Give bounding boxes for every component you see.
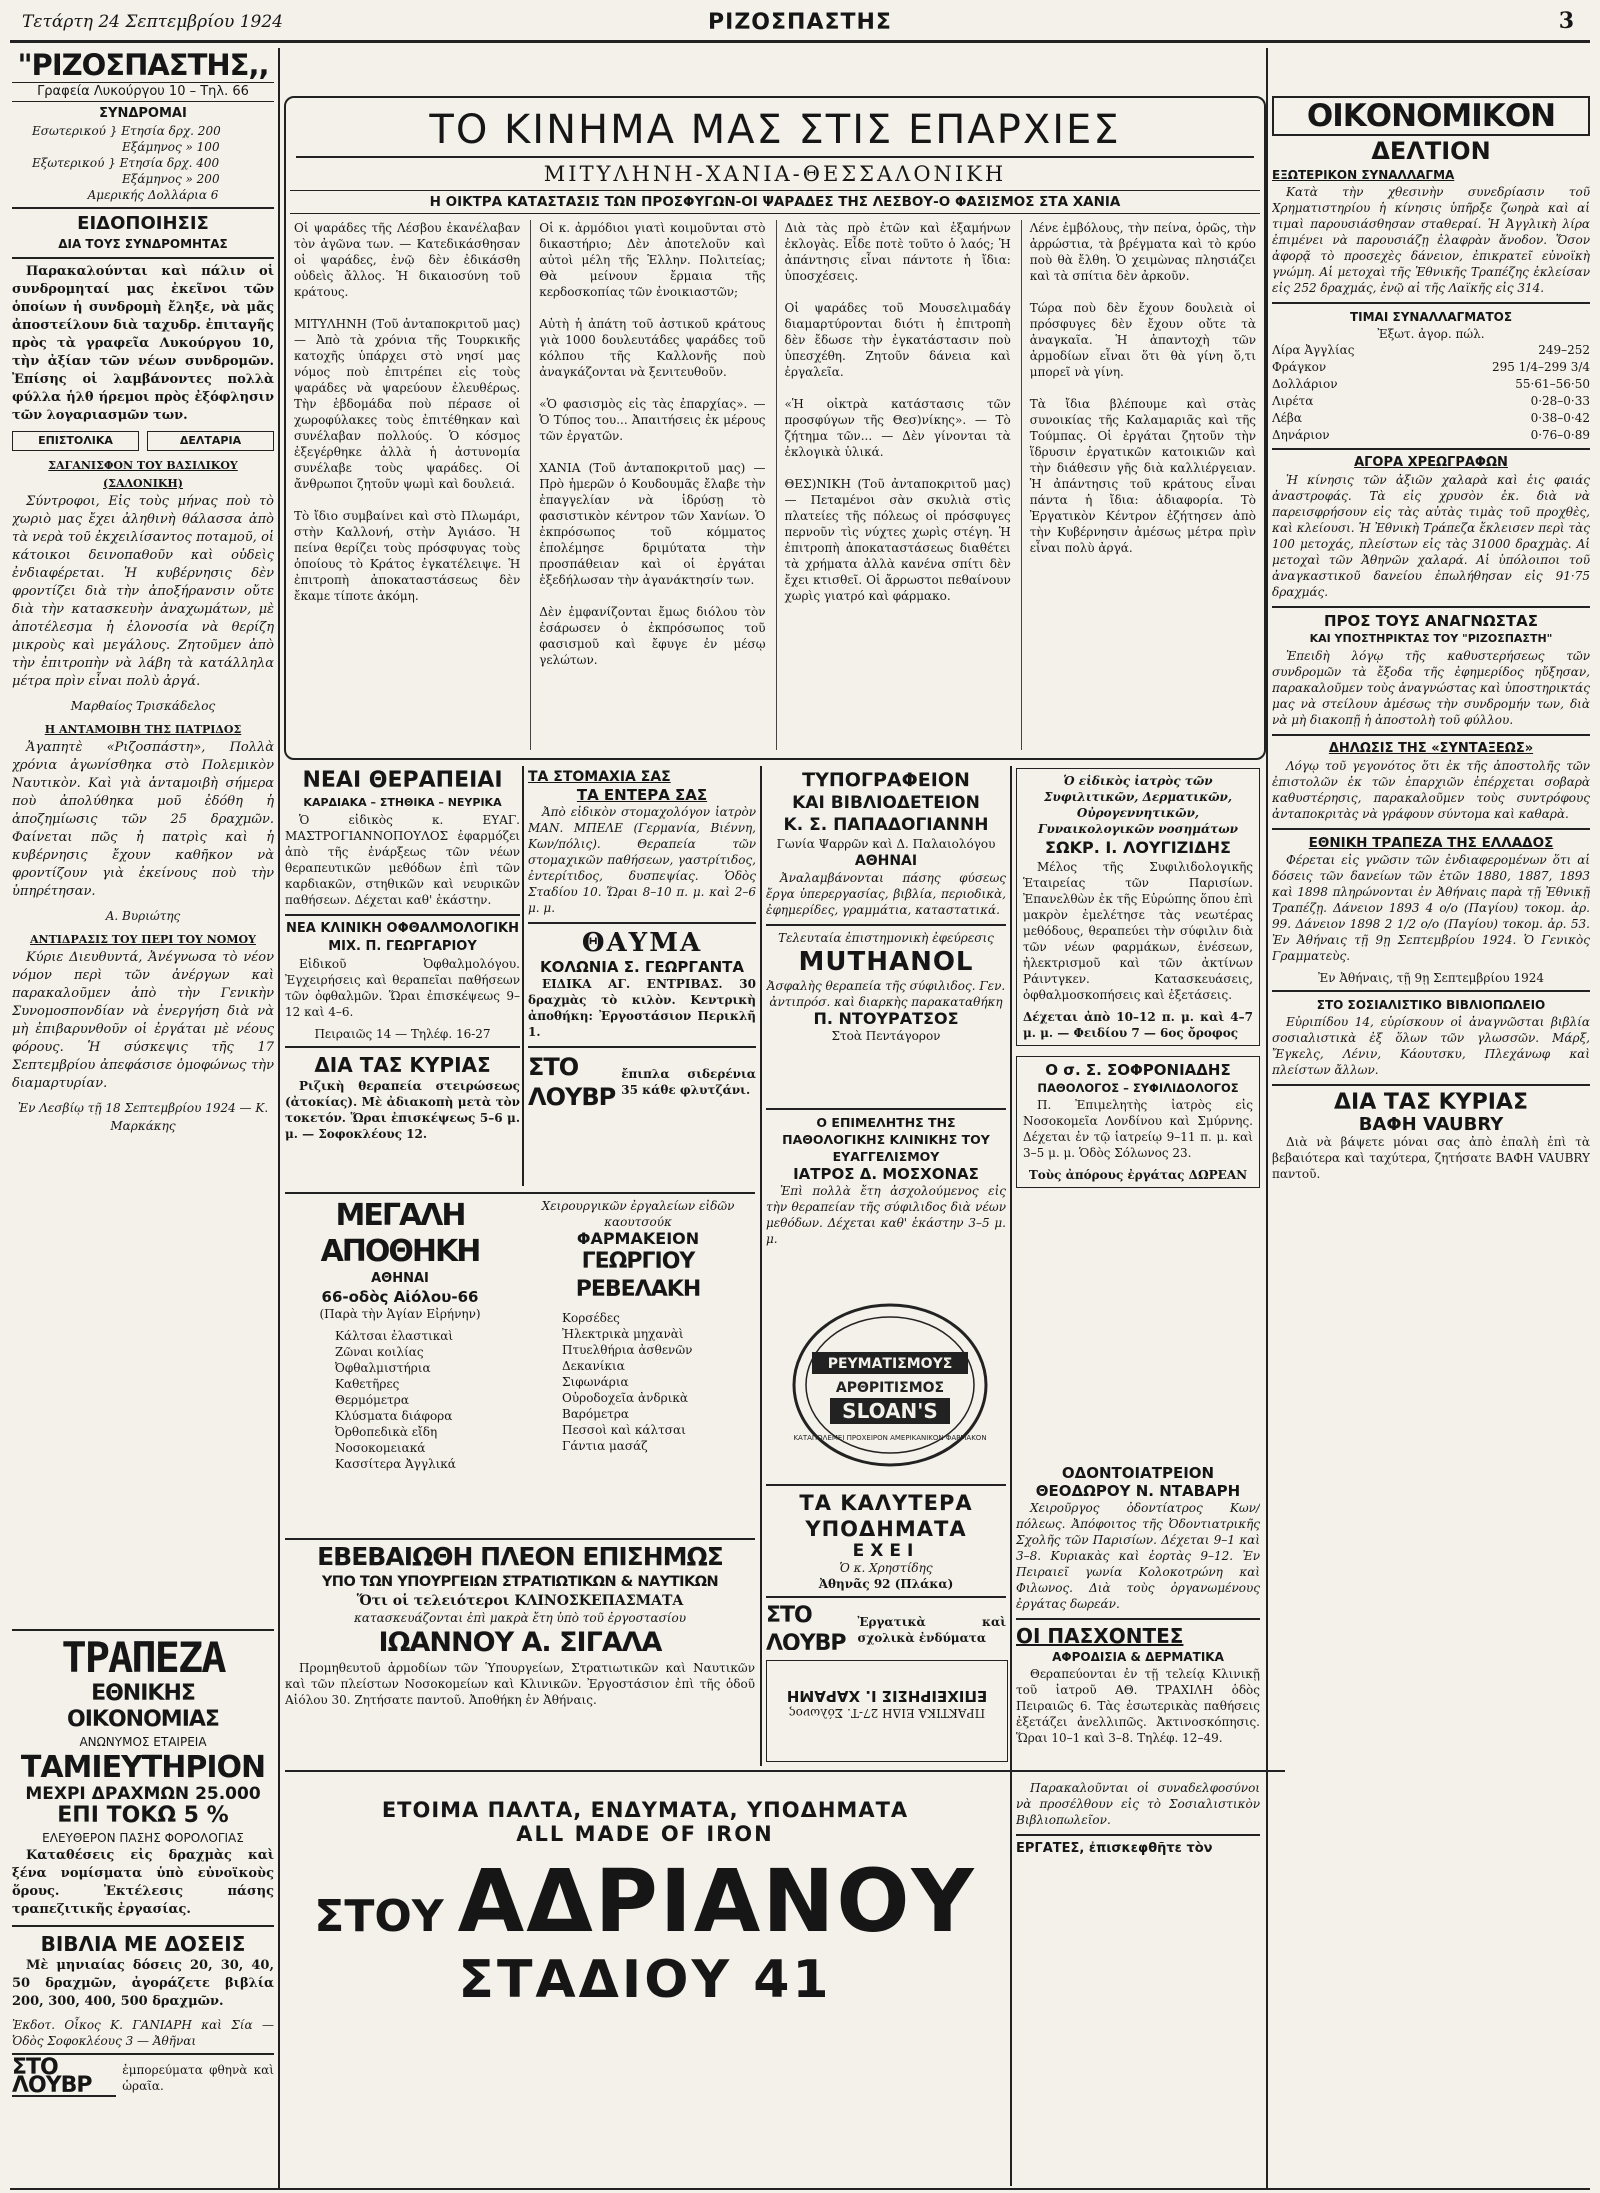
muthanol-rep: Π. ΝΤΟΥΡΑΤΣΟΣ <box>813 1009 959 1028</box>
banner-line-2: ALL MADE OF IRON <box>516 1822 774 1846</box>
confirmed-subtitle-2: Ὅτι οἱ τελειότεροι ΚΛΙΝΟΣΚΕΠΑΣΜΑΤΑ <box>356 1593 684 1609</box>
story-column: Οἱ κ. ἀρμόδιοι γιατὶ κοιμοῦνται στὸ δικαστήριο; Δὲν ἀποτελοῦν καὶ αὐτοὶ μέλη τῆς Ἑλλην. Πολιτείας; Θὰ μείνουν ἔρμαια τῆς κερδοσκοπίας τῶν ἐνοικιαστῶν; Αὐτὴ ἡ ἀπάτη τοῦ ἀστικοῦ κράτους γιὰ 1000 δουλευτάδες ψαράδες τοῦ κόλπου τῆς Καλλονῆς ποὺ ἀναγκάζονται νὰ ξενιτευθοῦν. «Ὁ φασισμὸς εἰς τὰς ἐπαρχίας». — Ὁ Τύπος του... Ἀπαιτήσεις ἐκ μέρους τῶν ἐργατῶν. ΧΑΝΙΑ (Τοῦ ἀνταποκριτοῦ μας) — Πρὸ ἡμερῶν ὁ Κουδουμᾶς ἔλαβε τὴν ἐπαγγελίαν νὰ ἱδρύσῃ τὸ φασιστικὸν κέντρον τῶν Χανίων. Ὁ ἐκπρόσωπος τοῦ κόμματος ἐπολέμησε δριμύτατα τὴν προσπάθειαν καὶ οἱ ἐργάται ἐξεδήλωσαν τὴν ἀγανάκτησίν των. Δὲν ἐμφανίζονται ἔμως διόλου τὸν ἐσάρωσεν ὁ ἐκπρόσωπος τοῦ φασισμοῦ καὶ ἔφυγε ἐν μέσῳ γελώτων. <box>530 220 765 750</box>
store-city: ΑΘΗΝΑΙ <box>371 1271 429 1286</box>
letter3-text: Κύριε Διευθυντά, Ἀνέγνωσα τὸ νέον νόμον περὶ τῶν ἀνέργων καὶ παρακαλοῦμεν ἀπὸ τὴν Γενικὴν Συνομοσπονδίαν νὰ ἐνεργήση διὰ νὰ μὴ ἐπιβαρυνθοῦν οἱ ἐργάται μὲ νέους φόρους. Ἡ σύσκεψις τῆς 17 Σεπτεμβρίου ἀπεφάσισε ὁμοφώνως τὴν διαμαρτυρίαν. <box>12 950 274 1091</box>
confirmed-title: ΕΒΕΒΑΙΩΘΗ ΠΛΕΟΝ ΕΠΙΣΗΜΩΣ <box>317 1542 723 1571</box>
louvre-text: ἔπιπλα σιδερένια 35 κάθε φλυτζάνι. <box>621 1067 756 1097</box>
ad-therapies <box>285 768 520 1188</box>
rate-currency: Λίρα Ἀγγλίας <box>1272 343 1355 357</box>
economy-column <box>1272 96 1590 2186</box>
ophth-address: Πειραιῶς 14 — Τηλέφ. 16-27 <box>314 1027 491 1041</box>
books-title: ΒΙΒΛΙΑ ΜΕ ΔΟΣΕΙΣ <box>40 1932 246 1956</box>
list-item: Σιφωνάρια <box>562 1375 629 1389</box>
market-title: ΑΓΟΡΑ ΧΡΕΩΓΡΑΦΩΝ <box>1354 455 1508 470</box>
story-column: Οἱ ψαράδες τῆς Λέσβου ἐκανέλαβαν τὸν ἀγῶνα των. — Κατεδικάσθησαν οἱ ψαράδες, ἐνῷ δὲν ἐδικάσθη οὐδεὶς ἄλλος. Ἡ δικαιοσύνη τοῦ κράτους. ΜΙΤΥΛΗΝΗ (Τοῦ ἀνταποκριτοῦ μας) — Ἀπὸ τὰ χρόνια τῆς Τουρκικῆς κατοχῆς ὑπάρχει στὸ νησί μας νόμος ποὺ ἐπιτρέπει εἰς τοὺς ψαράδες νὰ ψαρεύουν ἐλευθέρως. Τὴν ἑβδομάδα ποὺ πέρασε οἱ χωροφύλακες τοὺς ἐπιτέθηκαν καὶ συνέλαβαν πολλούς. Ὁ κόσμος ἐξεγέρθηκε ἀλλὰ ἡ ἀστυνομία συνέλαβε τοὺς ψαράδες. Οἱ ἄνθρωποι ζητοῦν ψωμὶ καὶ δουλειά. Τὸ ἴδιο συμβαίνει καὶ στὸ Πλωμάρι, στὴν Καλλονή, στὴν Ἀγιάσο. Ἡ πείνα θερίζει τοὺς πρόσφυγας τοὺς ὁποίους τὸ Κράτος ἐγκατέλειψε. Ἡ ἐπιτροπὴ ἀποκαταστάσεως δὲν ἔκαμε τίποτε ἀκόμη. <box>294 221 521 603</box>
rate-row <box>1272 376 1590 393</box>
rate-row <box>1272 427 1590 444</box>
list-item: Νοσοκομειακά <box>335 1441 426 1455</box>
banner-line-1: ΕΤΟΙΜΑ ΠΑΛΤΑ, ΕΝΔΥΜΑΤΑ, ΥΠΟΔΗΜΑΤΑ <box>381 1798 909 1822</box>
store-address: 66-οδὸς Αἰόλου-66 <box>321 1288 479 1306</box>
letter3-signature: Ἐν Λεσβίῳ τῇ 18 Σεπτεμβρίου 1924 — Κ. Μαρκάκης <box>17 1101 269 1133</box>
pharmacy-items <box>522 1310 754 1454</box>
pharmacy-subtitle: Χειρουργικῶν ἐργαλείων εἰδῶν καουτσούκ <box>541 1199 735 1229</box>
patients-title: ΟΙ ΠΑΣΧΟΝΤΕΣ <box>1016 1624 1184 1648</box>
printing-text: Ἀναλαμβάνονται πάσης φύσεως ἔργα ὑπερεργασίας, βιβλία, περιοδικὰ, ἐφημερίδες, γραμμάτια, καταστατικά. <box>766 871 1006 917</box>
rheum-text: ΚΑΤΑΠΟΛΕΜΕΙ ΠΡΟΧΕΙΡΟΝ ΑΜΕΡΙΚΑΝΙΚΟΝ ΦΑΡΜΑΚΟΝ <box>793 1434 987 1442</box>
declaration-text: Λόγῳ τοῦ γεγονότος ὅτι ἐκ τῆς ἀποστολῆς τῶν ἐπιστολῶν ἐκ τῶν ἐπαρχιῶν ἐπέρχεται σοβαρὰ καθυστέρησις, παρακαλοῦμεν τοὺς συντρόφους ἀνταποκριτὰς νὰ γράφουν σύντομα καὶ καθαρὰ. <box>1272 759 1590 821</box>
page-number: 3 <box>1558 8 1574 34</box>
ad-shoes <box>766 1480 1006 1650</box>
banner-sto: ΣΤΟΥ <box>314 1891 444 1942</box>
muthanol-text: Ἀσφαλὴς θεραπεία τῆς σύφιλιδος. Γεν. ἀντιπρόσ. καὶ διαρκὴς παρακαταθήκη <box>766 979 1006 1009</box>
books-text: Μὲ μηνιαίας δόσεις 20, 30, 40, 50 δραχμῶν, ἀγοράζετε βιβλία 200, 300, 400, 500 δραχμῶν. <box>12 1958 274 2009</box>
louvre2-text: Ἐργατικὰ καὶ σχολικὰ ἐνδύματα <box>857 1615 1006 1645</box>
workers-line: ΕΡΓΑΤΕΣ, ἐπισκεφθῆτε τὸν <box>1016 1841 1213 1856</box>
therapies-subtitle: ΚΑΡΔΙΑΚΑ – ΣΤΗΘΙΚΑ – ΝΕΥΡΙΚΑ <box>303 796 502 809</box>
printing-subtitle: ΚΑΙ ΒΙΒΛΙΟΔΕΤΕΙΟΝ <box>792 793 980 813</box>
subscription-rate: Εξάμηνος » 100 <box>122 140 220 154</box>
rate-value: 55·61–56·50 <box>1515 377 1590 391</box>
printing-address: Γωνία Ψαρρῶν καὶ Δ. Παλαιολόγου <box>776 837 996 851</box>
natbank-text: Φέρεται εἰς γνῶσιν τῶν ἐνδιαφερομένων ὅτι αἱ δόσεις τῶν δανείων τῶν ἐτῶν 1880, 1887, 1893 καὶ 1898 πληρώνονται ἐν Ἀθήναις παρὰ τῇ Ἐθνικῇ Τραπέζῃ. Δάνειον 1893 4 ο/ο (Παγίου) τοκομ. ἀρ. 99. Δάνειον 1898 2 1/2 ο/ο (Παγίου) τοκομ. ἀρ. 53. Ἐν Ἀθήναις τῇ 9ῃ Σεπτεμβρίου 1924. Ὁ Γενικὸς Γραμματεὺς. <box>1272 853 1590 963</box>
economy-text: Κατὰ τὴν χθεσινὴν συνεδρίασιν τοῦ Χρηματιστηρίου ἡ κίνησις ὑπῆρξε ζωηρὰ καὶ αἱ τιμαὶ παρουσιάσθησαν σταθεραί. Ἡ Ἀγγλικὴ λίρα ἐπιμένει νὰ παρουσιάζῃ ἐλαφρὰν ἄνοδον. Ὅσον ἀφορᾷ τὸ προσεχὲς δάνειον, ἐπικρατεῖ εὐνοϊκὴ γνώμη. Αἱ μετοχαὶ τῆς Ἐθνικῆς Τραπέζης ἐκλείσαν εἰς 252 δραχμάς, ἐνῷ αἱ τῆς Λαϊκῆς εἰς 314. <box>1272 185 1590 295</box>
list-item: Οὐροδοχεῖα ἀνδρικὰ <box>562 1391 688 1405</box>
list-item: Βαρόμετρα <box>562 1407 630 1421</box>
ophth-text: Εἰδικοῦ Ὀφθαλμολόγου. Ἐγχειρήσεις καὶ θεραπεῖαι παθήσεων τῶν ὀφθαλμῶν. Ὥραι ἐπισκέψεως 9–12 καὶ 4–6. <box>285 957 520 1019</box>
list-item: Πεσσοὶ καὶ κάλτσαι <box>562 1423 686 1437</box>
therapies-text: Ὁ εἰδικὸς κ. ΕΥΑΓ. ΜΑΣΤΡΟΓΙΑΝΝΟΠΟΥΛΟΣ ἐφαρμόζει ἀπὸ τῆς ἐνάρξεως τῶν νέων θεραπευτικῶν μεθόδων ἐπὶ τῶν καρδιακῶν, στηθικῶν καὶ νευρικῶν παθήσεων. Δέχεται καθ' ἑκάστην. <box>285 813 520 907</box>
confirmed-text: κατασκευάζονται ἐπὶ μακρὰ ἔτη ὑπὸ τοῦ ἐργοστασίου <box>353 1611 686 1625</box>
market-text: Ἡ κίνησις τῶν ἀξιῶν χαλαρὰ καὶ ἐις φαιάς ἀναστροφάς. Τὰ εἰς χρυσὸν ἐκ. διὰ νὰ παρεισφρήσουν εἰς τὰς αὐτὰς τιμὰς τοῦ προχθὲς, καὶ κλείουσι. Ἡ Ἐθνικὴ Τράπεζα ἔκλεισεν περὶ τὰς 100 μετοχάς, πλείστων εἰς τὰς 31000 δραχμὰς. Αἱ μετοχαὶ τῶν Ἀθηνῶν χαλαρά. Αἱ ὑπόλοιποι τοῦ ἀναγκαστικοῦ δανείου ἐπωλήθησαν εἰς 91·75 δραχμάς. <box>1272 473 1590 599</box>
subscriptions-title: ΣΥΝΔΡΟΜΑΙ <box>99 106 187 121</box>
ad-sofroniadis <box>1016 1056 1260 1188</box>
letter1-signature: Μαρθαίος Τρισκάδελος <box>70 699 216 713</box>
paper-name: ΡΙΖΟΣΠΑΣΤΗΣ <box>708 10 892 35</box>
letter1-title: ΣΑΓΑΝΙΣΦΟΝ ΤΟΥ ΒΑΣΙΛΙΚΟΥ (ΣΑΛΟΝΙΚΗ) <box>48 459 238 490</box>
pathology-text: Ἐπὶ πολλὰ ἔτη ἀσχολούμενος εἰς τὴν θεραπείαν τῆς σύφιλιδος διὰ νέων μεθόδων. Δέχεται καθ' ἑκάστην 3–5 μ. μ. <box>766 1184 1006 1246</box>
louvre-text: ἐμπορεύματα φθηνὰ καὶ ὡραῖα. <box>122 2063 274 2093</box>
rate-currency: Δολλάριον <box>1272 377 1338 391</box>
list-item: Κάλτσαι ἐλαστικαὶ <box>335 1329 454 1343</box>
rate-currency: Λιρέτα <box>1272 394 1314 408</box>
adrianou-banner <box>285 1776 1005 2176</box>
ad-stomach <box>528 768 756 1188</box>
ad-printing <box>766 768 1006 1098</box>
rate-row <box>1272 342 1590 359</box>
dentist-column <box>1016 1464 1260 1764</box>
ad-sigala <box>285 1542 755 1767</box>
natbank-signature: Ἐν Ἀθήναις, τῇ 9ῃ Σεπτεμβρίου 1924 <box>1318 971 1544 985</box>
ladies2-title: ΔΙΑ ΤΑΣ ΚΥΡΙΑΣ <box>1334 1090 1528 1115</box>
bookshop-title: ΣΤΟ ΣΟΣΙΑΛΙΣΤΙΚΟ ΒΙΒΛΙΟΠΩΛΕΙΟ <box>1316 998 1546 1012</box>
dentist-title: ΟΔΟΝΤΟΙΑΤΡΕΙΟΝ <box>1061 1464 1215 1482</box>
specialists-line: Ὁ εἰδικὸς ἰατρὸς τῶν Συφιλιτικῶν, Δερματικῶν, Οὐρογεννητικῶν, Γυναικολογικῶν νοσημάτων <box>1037 774 1239 836</box>
notice-text: Παρακαλούνται καὶ πάλιν οἱ συνδρομηταί μας ἐκεῖνοι τῶν ὁποίων ἡ συνδρομὴ ἔληξε, νὰ μᾶς ἀποστείλουν διὰ ταχυδρ. ἐπιταγῆς πρὸς τὰ γραφεῖα Λυκούργου 10, τὴν ἀξίαν τῶν νέων συνδρομῶν. Ἐπίσης οἱ λαμβάνοντες πολλὰ φύλλα ἡλθ ήρεμοι πρὸς ἐξόφλησιν τῶν λογαριασμῶν των. <box>12 264 274 423</box>
muthanol-title: MUTHANOL <box>798 947 974 977</box>
store-title: ΜΕΓΑΛΗ ΑΠΟΘΗΚΗ <box>320 1198 480 1269</box>
masthead: "ΡΙΖΟΣΠΑΣΤΗΣ,, <box>17 48 269 82</box>
louvre2-title: ΣΤΟ ΛΟΥΒΡ <box>766 1603 846 1650</box>
ladies2-subtitle: ΒΑΦΗ VAUBRY <box>1358 1114 1504 1135</box>
cologne-text: ΕΙΔΙΚΑ ΑΓ. ΕΝΤΡΙΒΑΣ. 30 δραχμὰς τὸ κιλὸν. Κεντρικὴ ἀποθήκη: Ἐργοστάσιον Περικλῆ 1. <box>528 977 756 1039</box>
shoes-title: ΤΑ ΚΑΛΥΤΕΡΑ ΥΠΟΔΗΜΑΤΑ <box>799 1491 973 1541</box>
muthanol-address: Στοὰ Πεντάγορον <box>831 1029 941 1043</box>
letter2-title: Η ΑΝΤΑΜΟΙΒΗ ΤΗΣ ΠΑΤΡΙΔΟΣ <box>44 723 242 736</box>
books-address: Ἐκδοτ. Οἶκος Κ. ΓΑΝΙΑΡΗ καὶ Σία — Ὁδὸς Σοφοκλέους 3 — Ἀθῆναι <box>12 2018 274 2048</box>
letter2-signature: Α. Βυριώτης <box>105 909 181 923</box>
story-headline: ΤΟ ΚΙΝΗΜΑ ΜΑΣ ΣΤΙΣ ΕΠΑΡΧΙΕΣ <box>296 104 1254 158</box>
readers-title: ΠΡΟΣ ΤΟΥΣ ΑΝΑΓΝΩΣΤΑΣ <box>1323 612 1539 630</box>
haramis-subtitle: ΠΡΑΚΤΙΚΑ ΕΙΔΗ 27-Τ. Σόλωνος <box>788 1706 986 1720</box>
printing-title: ΤΥΠΟΓΡΑΦΕΙΟΝ <box>802 769 970 791</box>
subscription-note: Αμερικής Δολλάρια 6 <box>87 188 219 202</box>
rate-currency: Φράγκον <box>1272 360 1327 374</box>
sigalas-text: Προμηθευτοῦ ἀρμοδίων τῶν Ὑπουργείων, Στρατιωτικῶν καὶ Ναυτικῶν καὶ τῶν πλείστων Νοσοκομείων καὶ Κλινικῶν. Ἐργοστάσιον ἐπὶ τῆς ὁδοῦ Αἰόλου 30. Ζητήσατε παντοῦ. Ἀποθήκη ἐν Ἀθήναις. <box>285 1661 755 1707</box>
louvre-title: ΣΤΟ ΛΟΥΒΡ <box>528 1053 616 1111</box>
sofroniadis-title: Ο σ. Σ. ΣΟΦΡΟΝΙΑΔΗΣ <box>1045 1061 1231 1079</box>
letter2-text: Ἀγαπητὲ «Ριζοσπάστη», Πολλὰ χρόνια ἀγωνίσθηκα στὸ Πολεμικὸν Ναυτικὸν. Καὶ γιὰ ἀνταμοιβὴ σήμερα ποὺ ἀπολύθηκα μοῦ ἐδόθη ἡ ἀποζημίωσις τῶν 25 δραχμῶν. Φαίνεται πῶς ἡ πατρὶς καὶ ἡ κυβέρνησις ἔχουν καθῆκον νὰ φροντίζουν γιὰ ἐκείνους ποὺ τὴν ὑπηρέτησαν. <box>12 740 274 899</box>
works-title: ΤΑ ΣΤΟΜΑΧΙΑ ΣΑΣ <box>528 769 671 785</box>
story-column: Λένε ἐμβόλους, τὴν πείνα, ὁρῶς, τὴν ἀρρώστια, τὰ βρέγματα καὶ τὸ κρύο ποὺ θὰ ἔλθη. Ὁ χειμὼνας πλησιάζει καὶ τὰ σπίτια δὲν ἀρκοῦν. Τώρα ποὺ δὲν ἔχουν δουλειὰ οἱ πρόσφυγες δὲν ἔχουν οὔτε τὰ ἀναγκαῖα. Ἡ ἀπαντοχὴ τῶν ἀρμοδίων εἶναι ὅτι θὰ γίνη ὅ,τι μπορεῖ νὰ γίνη. Τὰ ἴδια βλέπουμε καὶ στὰς συνοικίας τῆς Καλαμαριᾶς καὶ τῆς Τούμπας. Οἱ ἐργάται ζητοῦν τὴν ἵδρυσιν ἐργατικῶν κατοικιῶν καὶ τὴν διάθεσιν γῆς διὰ καλλιέργειαν. Ἡ ἀπάντησις τοῦ κράτους εἶναι πάντα ἡ ἴδια: ἀδιαφορία. Τὸ Ἐργατικὸν Κέντρον ἐζήτησεν ἀπὸ τὴν Κυβέρνησιν ἀμέσως μέτρα πρὶν εἶναι πολὺ ἀργά. <box>1021 220 1256 750</box>
rate-row <box>1272 393 1590 410</box>
sofroniadis-text: Π. Ἐπιμελητὴς ἰατρὸς εἰς Νοσοκομεῖα Λονδίνου καὶ Σμύρνης. Δέχεται ἐν τῷ ἰατρείῳ 9–11 π. μ. καὶ 3–5 μ. μ. Ὁδὸς Σόλωνος 23. <box>1023 1098 1253 1160</box>
list-item: Δεκανίκια <box>562 1359 625 1373</box>
store-near: (Παρὰ τὴν Ἁγίαν Εἰρήνην) <box>319 1307 481 1321</box>
doctor-hours: Δέχεται ἀπὸ 10–12 π. μ. καὶ 4–7 μ. μ. — Φειδίου 7 — 6ος ὄροφος <box>1023 1010 1253 1040</box>
rates-title: ΤΙΜΑΙ ΣΥΝΑΛΛΑΓΜΑΤΟΣ <box>1349 310 1513 324</box>
banner-name: ΑΔΡΙΑΝΟΥ <box>457 1852 976 1952</box>
workers-note <box>1016 1780 1260 2185</box>
pharmacy-name: ΓΕΩΡΓΙΟΥ ΡΕΒΕΛΑΚΗ <box>575 1249 701 1302</box>
rate-value: 295 1/4–299 3/4 <box>1491 360 1590 374</box>
list-item: Ὀφθαλμιστήρια <box>335 1361 431 1375</box>
ladies-text: Ριζικὴ θεραπεία στειρώσεως (ἀτοκίας). Μὲ ἀδιακοπὴ μετὰ τὸν τοκετόν. Ὥραι ἐπισκέψεως 5–6 μ. μ. — Σοφοκλέους 12. <box>285 1079 520 1141</box>
ophth-doctor: ΜΙΧ. Π. ΓΕΩΡΓΑΡΙΟΥ <box>328 939 477 954</box>
bank-title: ΤΡΑΠΕΖΑ <box>61 1633 225 1682</box>
economy-title: ΟΙΚΟΝΟΜΙΚΟΝ <box>1272 96 1590 136</box>
dentist-text: Χειροῦργος ὀδοντίατρος Κων/πόλεως. Ἀπόφοιτος τῆς Ὀδοντιατρικῆς Σχολῆς τῶν Παρισίων. Δέχεται 9–1 καὶ 3–8. Κυριακὰς καὶ ἑορτὰς 9–12. Ἐν Πειραιεῖ γωνία Κολοκοτρώνη καὶ Φιλωνος. Διὰ τοὺς ὀργανωμένους ἐργάτας δωρεάν. <box>1016 1501 1260 1611</box>
sofroniadis-free: Τοὺς ἀπόρους ἐργάτας ΔΩΡΕΑΝ <box>1028 1168 1248 1182</box>
therapies-title: ΝΕΑΙ ΘΕΡΑΠΕΙΑΙ <box>302 768 503 793</box>
bank-limit: ΜΕΧΡΙ ΔΡΑΧΜΩΝ 25.000 <box>25 1784 261 1804</box>
dentist-name: ΘΕΟΔΩΡΟΥ Ν. ΝΤΑΒΑΡΗ <box>1035 1482 1241 1500</box>
works-subtitle: ΤΑ ΕΝΤΕΡΑ ΣΑΣ <box>576 786 708 804</box>
patients-text: Θεραπεύονται ἐν τῇ τελείᾳ Κλινικῇ τοῦ ἰατροῦ ΑΘ. ΤΡΑΧΙΛΗ ὁδὸς Πειραιῶς 6. Τὰς ἐσωτερικὰς παθήσεις ἐξετάζει ἀνελλιπῶς. Ἀκτινοσκόπησις. Ὥραι 10–1 καὶ 3–8. Τηλέφ. 12–49. <box>1016 1667 1260 1745</box>
rate-value: 249–252 <box>1538 343 1590 357</box>
shoes-has: ΕΧΕΙ <box>852 1541 920 1561</box>
readers-text: Ἐπειδὴ λόγῳ τῆς καθυστερήσεως τῶν συνδρομῶν τὰ ἔξοδα τῆς ἐφημερίδος ηὔξησαν, παρακαλοῦμεν τοὺς ἀναγνώστας καὶ ὑποστηρικτάς μας νὰ στείλουν ἀμέσως τὴν συνδρομήν των, διὰ νὰ μὴ διακοπῇ ἡ ἀποστολὴ τοῦ φύλλου. <box>1272 649 1590 727</box>
ad-lougizidis <box>1016 768 1260 1046</box>
list-item: Ὀρθοπεδικὰ εἴδη <box>335 1425 438 1439</box>
list-item: Κλύσματα διάφορα <box>335 1409 453 1423</box>
list-item: Κορσέδες <box>562 1311 620 1325</box>
ladies-title: ΔΙΑ ΤΑΣ ΚΥΡΙΑΣ <box>314 1053 491 1077</box>
store-items <box>285 1328 515 1472</box>
office-address: Γραφεία Λυκούργου 10 – Τηλ. 66 <box>12 82 274 102</box>
rate-value: 0·38–0·42 <box>1530 411 1590 425</box>
printing-name: Κ. Σ. ΠΑΠΑΔΟΓΙΑΝΝΗ <box>783 815 989 835</box>
list-item: Καθετῆρες <box>335 1377 400 1391</box>
rate-currency: Λέβα <box>1272 411 1302 425</box>
list-item: Πτυελθήρια ἀσθενῶν <box>562 1343 693 1357</box>
ad-pathology <box>766 1104 1006 1284</box>
list-item: Ζῶναι κοιλίας <box>335 1345 424 1359</box>
doctor-text: Μέλος τῆς Συφιλιδολογικῆς Ἑταιρείας τῶν Παρισίων. Ἐπανελθὼν ἐκ τῆς Εὐρώπης ὅπου ἐπὶ μακρὸν ἐμελέτησε τὰς νεωτέρας μεθόδους, θεραπεύει τὴν σύφιλιν διὰ τῶν νέων φαρμάκων, ἑνέσεων, ἠλεκτρισμοῦ καὶ τῶν ἀκτίνων Ράιντγκεν. Κατασκευάσεις, ὀφθαλμοσκοπήσεις καὶ ἐξετάσεις. <box>1023 860 1253 1002</box>
ad-haramis <box>766 1660 1008 1762</box>
banner-address: ΣΤΑΔΙΟΥ 41 <box>458 1950 832 2010</box>
page-header <box>0 0 1600 40</box>
notice-title: ΕΙΔΟΠΟΙΗΣΙΣ <box>77 213 209 234</box>
list-item: Κασσίτερα Ἀγγλικά <box>335 1457 456 1471</box>
rheum-top: ΡΕΥΜΑΤΙΣΜΟΥΣ <box>827 1356 953 1372</box>
natbank-title: ΕΘΝΙΚΗ ΤΡΑΠΕΖΑ ΤΗΣ ΕΛΛΑΔΟΣ <box>1308 835 1554 851</box>
confirmed-subtitle: ΥΠΟ ΤΩΝ ΥΠΟΥΡΓΕΙΩΝ ΣΤΡΑΤΙΩΤΙΚΩΝ & ΝΑΥΤΙΚΩΝ <box>321 1574 719 1590</box>
exchange-section: ΕΞΩΤΕΡΙΚΟΝ ΣΥΝΑΛΛΑΓΜΑ <box>1272 168 1455 182</box>
pathology-doctor: ΙΑΤΡΟΣ Δ. ΜΟΣΧΟΝΑΣ <box>793 1165 979 1183</box>
works-text: Ἀπὸ εἰδικὸν στομαχολόγον ἰατρὸν ΜΑΝ. ΜΠΕΛΕ (Γερμανία, Βιέννη, Κων/πόλις). Θεραπεία τῶν στομαχικῶν παθήσεων, γαστρίτιδος, ἐντερίτιδος, δυσπεψίας. Ὁδὸς Σταδίου 10. Ὥραι 8–10 π. μ. καὶ 2–6 μ. μ. <box>528 805 756 915</box>
bank-savings: ΤΑΜΙΕΥΤΗΡΙΟΝ <box>20 1750 266 1785</box>
subscription-rate: Εξάμηνος » 200 <box>122 172 220 186</box>
ophth-title: ΝΕΑ ΚΛΙΝΙΚΗ ΟΦΘΑΛΜΟΛΟΓΙΚΗ <box>286 921 519 936</box>
muthanol-pretitle: Τελευταία ἐπιστημονικὴ ἐφεύρεσις <box>778 931 994 945</box>
story-columns <box>286 214 1264 756</box>
louvre-ad: ΣΤΟ ΛΟΥΒΡ <box>12 2059 116 2097</box>
shoes-name: Ὁ κ. Χρηστίδης <box>839 1561 933 1575</box>
rate-value: 0·76–0·89 <box>1530 428 1590 442</box>
rheum-brand: SLOAN'S <box>842 1399 938 1423</box>
subscription-rate: Εξωτερικού } Ετησία δρχ. 400 <box>32 156 220 170</box>
sigalas-name: ΙΩΑΝΝΟΥ Α. ΣΙΓΑΛΑ <box>378 1627 662 1658</box>
bank-text: Καταθέσεις εἰς δραχμὰς καὶ ξένα νομίσματα ὑπὸ εὐνοϊκοὺς ὅρους. Ἐκτέλεσις πάσης τραπεζιτικῆς ἐργασίας. <box>12 1848 274 1917</box>
rates-table <box>1272 342 1590 444</box>
ladies2-text: Διὰ νὰ βάψετε μόναι σας ἀπὸ ἐπαλὴ ἐπὶ τὰ βεβαιότερα καὶ ταχύτερα, ζητήσατε ΒΑΦΗ VAUBRY παντοῦ. <box>1272 1135 1590 1181</box>
ad-store <box>285 1198 515 1533</box>
rate-row <box>1272 359 1590 376</box>
section-tabs <box>12 431 274 451</box>
issue-date: Τετάρτη 24 Σεπτεμβρίου 1924 <box>22 12 283 32</box>
rate-currency: Δηνάριον <box>1272 428 1330 442</box>
notice-subtitle: ΔΙΑ ΤΟΥΣ ΣΥΝΔΡΟΜΗΤΑΣ <box>58 237 228 251</box>
list-item: Ἠλεκτρικὰ μηχανὰὶ <box>562 1327 684 1341</box>
pharmacy-label: ΦΑΡΜΑΚΕΙΟΝ <box>576 1229 700 1248</box>
header-rule <box>10 40 1590 43</box>
tab-postcards: ΔΕΛΤΑΡΙΑ <box>147 431 274 451</box>
rate-row <box>1272 410 1590 427</box>
haramis-text: ΕΠΙΧΕΙΡΗΣΙΣ Ι. ΧΑΡΑΜΗ <box>786 1687 988 1705</box>
patients-note: Παρακαλοῦνται οἱ συναδελφοσύνοι νὰ προσέλθουν εἰς τὸ Σοσιαλιστικὸν Βιβλιοπωλεῖον. <box>1016 1781 1260 1827</box>
letter3-title: ΑΝΤΙΔΡΑΣΙΣ ΤΟΥ ΠΕΡΙ ΤΟΥ ΝΟΜΟΥ <box>30 933 256 946</box>
patients-subtitle: ΑΦΡΟΔΙΣΙΑ & ΔΕΡΜΑΤΙΚΑ <box>1052 1650 1224 1664</box>
miracle-title: ΘΑΥΜΑ <box>581 928 703 958</box>
bank-rate: ΕΠΙ ΤΟΚΩ 5 % <box>57 1803 229 1828</box>
letter1-text: Σύντροφοι, Εἰς τοὺς μήνας ποὺ τὸ χωριὸ μας ἔχει ἀληθινὴ θάλασσα ἀπὸ τὰ νερὰ τοῦ ἐκχειλίσαντος ποταμοῦ, οἱ κάτοικοι δεινοπαθοῦν καὶ οὐδεὶς ἐνδιαφέρεται. Ἡ κυβέρνησις δὲν φροντίζει διὰ τὴν ἀποξήρανσιν οὔτε διὰ τὴν κατασκευὴν ἀναχωμάτων, μὲ ἀποτέλεσμα ἡ ἐλονοσία νὰ θερίζη μικροὺς καὶ μεγάλους. Ζητοῦμεν ἀπὸ τὴν ἐπιτροπὴν νὰ λάβη τὰ κατάλληλα μέτρα πρὶν εἶναι πολὺ ἀργά. <box>12 494 274 689</box>
rates-head: Ἐξωτ. ἀγορ. πώλ. <box>1377 327 1485 341</box>
declaration-title: ΔΗΛΩΣΙΣ ΤΗΣ «ΣΥΝΤΑΞΕΩΣ» <box>1328 741 1534 756</box>
left-ads <box>12 1625 274 2185</box>
tab-letters: ΕΠΙΣΤΟΛΙΚΑ <box>12 431 139 451</box>
bank-subtitle: ΑΝΩΝΥΜΟΣ ΕΤΑΙΡΕΙΑ <box>79 1735 207 1749</box>
ad-pharmacy <box>522 1198 754 1533</box>
story-deck: Η ΟΙΚΤΡΑ ΚΑΤΑΣΤΑΣΙΣ ΤΩΝ ΠΡΟΣΦΥΓΩΝ-ΟΙ ΨΑΡΑΔΕΣ ΤΗΣ ΛΕΣΒΟΥ-Ο ΦΑΣΙΣΜΟΣ ΣΤΑ ΧΑΝΙΑ <box>290 190 1260 214</box>
readers-subtitle: ΚΑΙ ΥΠΟΣΤΗΡΙΚΤΑΣ ΤΟΥ "ΡΙΖΟΣΠΑΣΤΗ" <box>1309 632 1553 645</box>
subscription-rates <box>12 123 274 203</box>
sofroniadis-subtitle: ΠΑΘΟΛΟΓΟΣ – ΣΥΦΙΛΙΔΟΛΟΓΟΣ <box>1037 1081 1239 1095</box>
story-column: Διὰ τὰς πρὸ ἐτῶν καὶ ἐξαμήνων ἐκλογὰς. Εἶδε ποτὲ τοῦτο ὁ λαός; Ἡ ἀπάντησις εἶναι πάντοτε ἡ ἴδια: ὑποσχέσεις. Οἱ ψαράδες τοῦ Μουσελιμαδάγ διαμαρτύρονται διότι ἡ ἐπιτροπὴ δὲν ἔδωσε τὴν ἐγκατάστασιν ποὺ ὑπεσχέθη. Ζητοῦν δάνεια καὶ ἐργαλεῖα. «Ἡ οἰκτρὰ κατάστασις τῶν προσφύγων τῆς Θεσ)νίκης». — Τὸ ζήτημα τῶν... — Δὲν γίνονται τὰ ἐκλογικὰ ὑλικά. ΘΕΣ)ΝΙΚΗ (Τοῦ ἀνταποκριτοῦ μας) — Πεταμένοι σὰν σκυλιὰ στὶς πλατείες τῆς πόλεως οἱ πρόσφυγες περνοῦν τὶς νύχτες χωρὶς στέγη. Ἡ ἐπιτροπὴ ἀποκαταστάσεως διαθέτει τὰ χρήματα ἀλλὰ κανένα σπίτι δὲν ἔχει κτισθεῖ. Οἱ ἄρρωστοι πεθαίνουν χωρὶς γιατρό καὶ φάρμακο. <box>776 220 1011 750</box>
bookshop-text: Εὐριπίδου 14, εὑρίσκουν οἱ ἀναγνῶσται βιβλία σοσιαλιστικὰ ἐξ ὅλων τῶν γλωσσῶν. Μάρξ, Ἔγκελς, Λένιν, Κάουτσκυ, Πλεχάνωφ καὶ πλείστων ἄλλων. <box>1272 1015 1590 1077</box>
list-item: Γάντια μασάζ <box>562 1439 648 1453</box>
story-subheadline: ΜΙΤΥΛΗΝΗ-ΧΑΝΙΑ-ΘΕΣΣΑΛΟΝΙΚΗ <box>543 162 1007 186</box>
bank-tax-free: ΕΛΕΥΘΕΡΟΝ ΠΑΣΗΣ ΦΟΡΟΛΟΓΙΑΣ <box>42 1831 244 1845</box>
main-story <box>284 96 1266 760</box>
subscription-rate: Εσωτερικού } Ετησία δρχ. 200 <box>32 124 221 138</box>
shoes-address: Ἀθηνᾶς 92 (Πλάκα) <box>818 1577 954 1591</box>
column-rule <box>278 48 280 2188</box>
pathology-title: Ο ΕΠΙΜΕΛΗΤΗΣ ΤΗΣ ΠΑΘΟΛΟΓΙΚΗΣ ΚΛΙΝΙΚΗΣ ΤΟΥ ΕΥΑΓΓΕΛΙΣΜΟΥ <box>782 1115 990 1164</box>
rheumatism-ad <box>790 1300 990 1470</box>
doctors-column <box>1016 768 1260 1458</box>
printing-city: ΑΘΗΝΑΙ <box>854 853 918 869</box>
economy-subtitle: ΔΕΛΤΙΟΝ <box>1371 137 1491 165</box>
list-item: Θερμόμετρα <box>335 1393 409 1407</box>
bank-name: ΕΘΝΙΚΗΣ ΟΙΚΟΝΟΜΙΑΣ <box>67 1681 219 1732</box>
cologne-name: ΚΟΛΩΝΙΑ Σ. ΓΕΩΡΓΑΝΤΑ <box>540 958 744 976</box>
rate-value: 0·28–0·33 <box>1530 394 1590 408</box>
footer-rule <box>10 2188 1590 2190</box>
doctor-name: ΣΩΚΡ. Ι. ΛΟΥΓΙΖΙΔΗΣ <box>1045 838 1231 857</box>
rheum-mid: ΑΡΘΡΙΤΙΣΜΟΣ <box>835 1380 945 1396</box>
